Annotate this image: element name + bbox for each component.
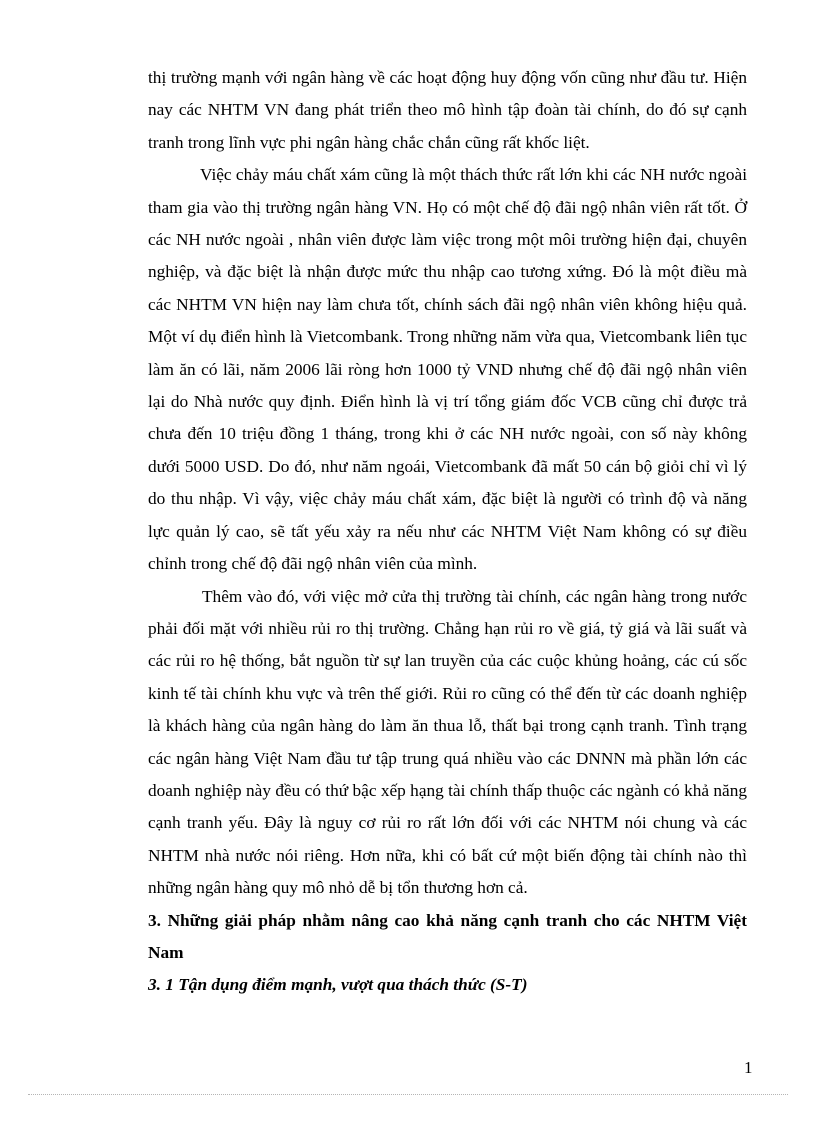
document-body: [148, 62, 747, 1002]
section-heading: 3. Những giải pháp nhằm nâng cao khả năng cạnh tranh cho các NHTM Việt Nam: [148, 910, 747, 962]
subsection-heading: 3. 1 Tận dụng điểm mạnh, vượt qua thách thức (S-T): [148, 975, 528, 995]
paragraph-1: thị trường mạnh với ngân hàng về các hoạt động huy động vốn cũng như đầu tư. Hiện nay các NHTM VN đang phát triển theo mô hình tập đoàn tài chính, do đó sự cạnh tranh trong lĩnh vực phi ngân hàng chắc chắn cũng rất khốc liệt.: [148, 68, 747, 152]
paragraph-2: Việc chảy máu chất xám cũng là một thách thức rất lớn khi các NH nước ngoài tham gia vào thị trường ngân hàng VN. Họ có một chế độ đãi ngộ nhân viên rất tốt. Ở các NH nước ngoài , nhân viên được làm việc trong một môi trường hiện đại, chuyên nghiệp, và đặc biệt là nhận được mức thu nhập cao tương xứng. Đó là một điều mà các NHTM VN hiện nay làm chưa tốt, chính sách đãi ngộ nhân viên không hiệu quả. Một ví dụ điển hình là Vietcombank. Trong những năm vừa qua, Vietcombank liên tục làm ăn có lãi, năm 2006 lãi ròng hơn 1000 tỷ VND nhưng chế độ đãi ngộ nhân viên lại do Nhà nước quy định. Điển hình là vị trí tổng giám đốc VCB cũng chỉ được trả chưa đến 10 triệu đồng 1 tháng, trong khi ở các NH nước ngoài, con số này không dưới 5000 USD. Do đó, như năm ngoái, Vietcombank đã mất 50 cán bộ giỏi chỉ vì lý do thu nhập. Vì vậy, việc chảy máu chất xám, đặc biệt là người có trình độ và năng lực quản lý cao, sẽ tất yếu xảy ra nếu như các NHTM Việt Nam không có sự điều chỉnh trong chế độ đãi ngộ nhân viên của mình.: [148, 165, 747, 574]
page-number: 1: [744, 1058, 753, 1077]
page-footer-divider: [28, 1094, 788, 1095]
paragraph-3: Thêm vào đó, với việc mở cửa thị trường tài chính, các ngân hàng trong nước phải đối mặt với nhiều rủi ro thị trường. Chẳng hạn rủi ro về giá, tỷ giá và lãi suất và các rủi ro hệ thống, bắt nguồn từ sự lan truyền của các cuộc khủng hoảng, các cú sốc kinh tế tài chính khu vực và trên thế giới. Rủi ro cũng có thể đến từ các doanh nghiệp là khách hàng của ngân hàng do làm ăn thua lỗ, thất bại trong cạnh tranh. Tình trạng các ngân hàng Việt Nam đầu tư tập trung quá nhiều vào các DNNN mà phần lớn các doanh nghiệp này đều có thứ bậc xếp hạng tài chính thấp thuộc các ngành có khả năng cạnh tranh yếu. Đây là nguy cơ rủi ro rất lớn đối với các NHTM nói chung và các NHTM nhà nước nói riêng. Hơn nữa, khi có bất cứ một biến động tài chính nào thì những ngân hàng quy mô nhỏ dễ bị tổn thương hơn cả.: [148, 586, 747, 898]
